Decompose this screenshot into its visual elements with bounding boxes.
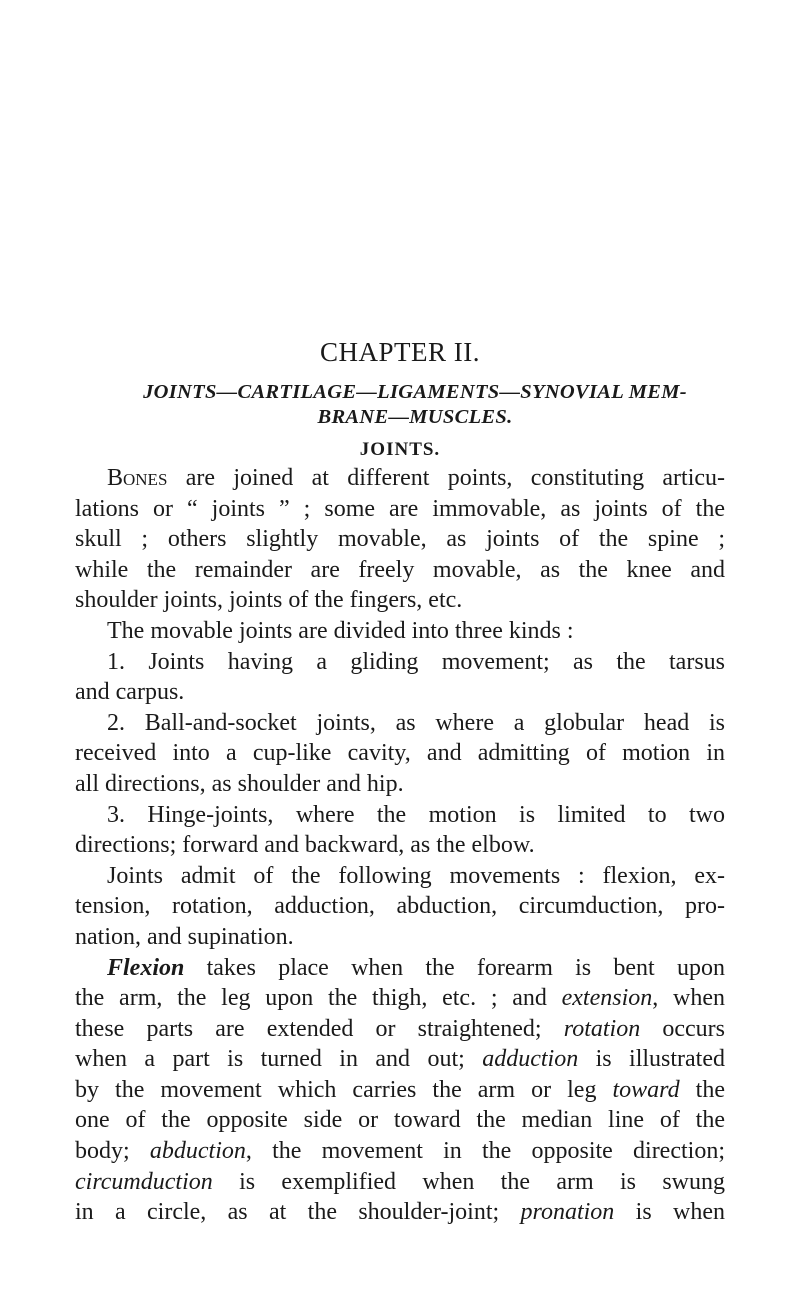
text-line: [75, 769, 725, 800]
text-segment: one of the opposite side or toward the median line of the: [75, 1107, 725, 1134]
emphasized-text: pronation: [520, 1199, 615, 1226]
text-line: [75, 463, 725, 494]
text-segment: the: [679, 1076, 725, 1103]
text-segment: 2. Ball-and-socket joints, as where a globular head is: [107, 709, 725, 736]
text-line: [75, 800, 725, 831]
chapter-subtitle-line: BRANE—MUSCLES.: [317, 406, 513, 428]
text-line: [75, 1167, 725, 1198]
text-line: [75, 616, 725, 647]
emphasized-text: rotation: [563, 1015, 641, 1042]
text-line: [75, 524, 725, 555]
text-line: [75, 555, 725, 586]
emphasized-text: Bones: [107, 465, 168, 491]
text-line: [75, 1075, 725, 1106]
emphasized-text: adduction: [482, 1046, 579, 1073]
section-heading: JOINTS.: [359, 439, 441, 460]
text-line: [75, 1197, 725, 1228]
body-text: [75, 463, 725, 1228]
text-line: [75, 1044, 725, 1075]
text-segment: takes place when the forearm is bent upon: [184, 954, 725, 981]
text-segment: the arm, the leg upon the thigh, etc. ; and: [75, 985, 562, 1012]
text-line: [75, 647, 725, 678]
text-line: [75, 922, 725, 953]
text-segment: occurs: [640, 1015, 726, 1042]
text-segment: , when: [652, 985, 725, 1012]
emphasized-text: toward: [612, 1076, 680, 1103]
text-segment: and carpus.: [75, 679, 185, 706]
text-segment: these parts are extended or straightened;: [75, 1015, 564, 1042]
text-line: [75, 830, 725, 861]
emphasized-text: extension: [561, 985, 653, 1012]
text-segment: lations or “ joints ” ; some are immovable, as joints of the: [75, 495, 725, 522]
text-line: [75, 708, 725, 739]
text-line: [75, 494, 725, 525]
text-segment: is when: [614, 1199, 725, 1226]
text-segment: body;: [75, 1138, 150, 1165]
text-line: [75, 1136, 725, 1167]
text-segment: , the movement in the opposite direction;: [245, 1138, 725, 1165]
text-segment: 3. Hinge-joints, where the motion is limited to two: [107, 801, 725, 828]
text-segment: by the movement which carries the arm or leg: [75, 1076, 613, 1103]
text-line: [75, 983, 725, 1014]
text-segment: while the remainder are freely movable, as the knee and: [75, 556, 725, 583]
text-line: [75, 585, 725, 616]
text-segment: 1. Joints having a gliding movement; as the tarsus: [107, 648, 725, 675]
chapter-subtitle-line: JOINTS—CARTILAGE—LIGAMENTS—SYNOVIAL MEM-: [143, 381, 687, 403]
text-line: [75, 738, 725, 769]
text-segment: tension, rotation, adduction, abduction, circumduction, pro-: [75, 893, 725, 920]
chapter-heading: CHAPTER II.: [320, 337, 480, 367]
text-segment: skull ; others slightly movable, as joints of the spine ;: [75, 526, 725, 553]
emphasized-text: circumduction: [75, 1168, 213, 1195]
text-segment: The movable joints are divided into three kinds :: [107, 617, 574, 644]
text-line: [75, 953, 725, 984]
text-line: [75, 1105, 725, 1136]
text-line: [75, 891, 725, 922]
text-segment: shoulder joints, joints of the fingers, etc.: [75, 587, 463, 614]
text-segment: directions; forward and backward, as the elbow.: [75, 832, 535, 859]
text-segment: Joints admit of the following movements : flexion, ex-: [107, 862, 725, 889]
text-line: [75, 1014, 725, 1045]
text-segment: received into a cup-like cavity, and admitting of motion in: [75, 740, 725, 767]
text-segment: when a part is turned in and out;: [75, 1046, 483, 1073]
chapter-subtitle: [112, 380, 718, 430]
text-line: [75, 677, 725, 708]
emphasized-text: Flexion: [107, 954, 185, 981]
text-line: [75, 861, 725, 892]
text-segment: all directions, as shoulder and hip.: [75, 770, 404, 797]
text-segment: is exemplified when the arm is swung: [212, 1168, 725, 1195]
text-segment: in a circle, as at the shoulder-joint;: [75, 1199, 521, 1226]
text-segment: is illustrated: [578, 1046, 726, 1073]
text-segment: nation, and supination.: [75, 923, 294, 950]
emphasized-text: abduction: [149, 1138, 246, 1165]
text-segment: are joined at different points, constituting articu-: [167, 465, 725, 491]
